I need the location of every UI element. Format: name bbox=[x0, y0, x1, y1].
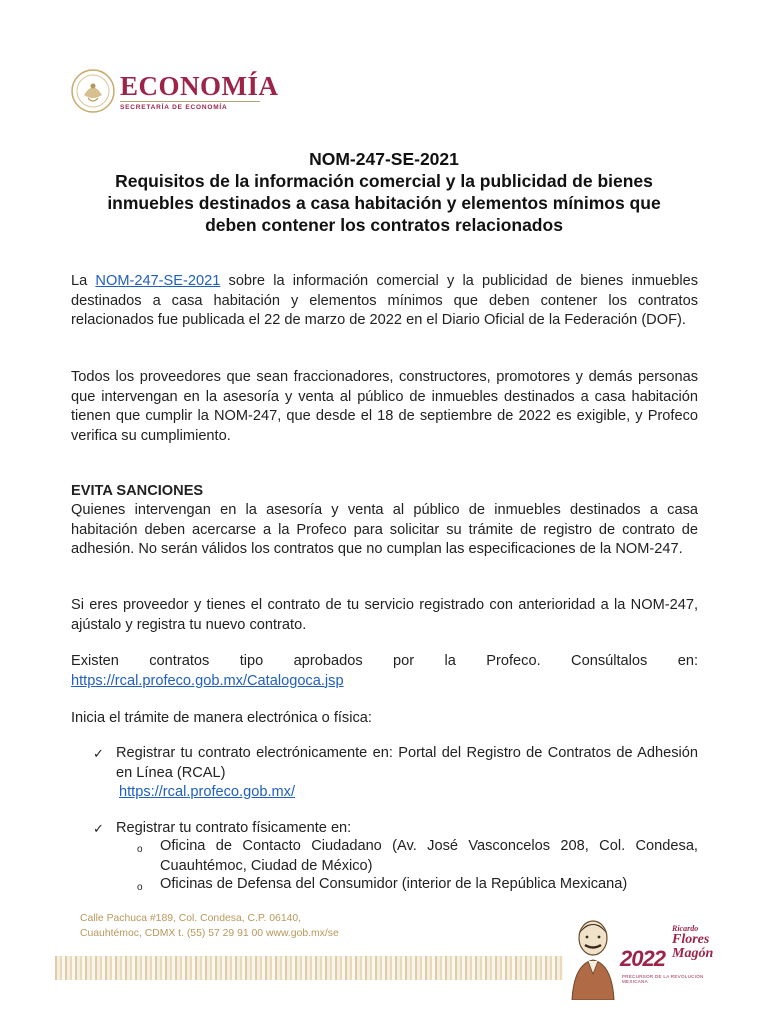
sub-list-item bbox=[137, 875, 698, 895]
document-title-line: deben contener los contratos relacionados bbox=[205, 215, 563, 235]
circle-bullet-icon: o bbox=[137, 882, 143, 893]
circle-bullet-icon: o bbox=[137, 844, 143, 855]
sub-list-item bbox=[137, 837, 698, 876]
nom-link[interactable]: NOM-247-SE-2021 bbox=[95, 273, 221, 289]
list-item bbox=[93, 819, 698, 839]
document-title-line: inmuebles destinados a casa habitación y elementos mínimos que bbox=[107, 193, 661, 213]
logo-text bbox=[120, 72, 279, 111]
address-line: Calle Pachuca #189, Col. Condesa, C.P. 06140, bbox=[80, 913, 302, 924]
list-item-text: Registrar tu contrato físicamente en: bbox=[116, 820, 352, 836]
footer-address bbox=[80, 911, 339, 941]
sub-list-item-text: Oficinas de Defensa del Consumidor (interior de la República Mexicana) bbox=[160, 876, 628, 892]
sub-list-item-text: Oficina de Contacto Ciudadano (Av. José Vasconcelos 208, Col. Condesa, Cuauhtémoc, Ciudad de México) bbox=[160, 838, 698, 874]
paragraph-intro bbox=[71, 272, 698, 331]
checkmark-icon: ✓ bbox=[93, 746, 104, 761]
decorative-pattern-band bbox=[55, 956, 563, 980]
badge-first-name: Ricardo bbox=[672, 924, 699, 933]
logo-subtitle: SECRETARÍA DE ECONOMÍA bbox=[120, 101, 260, 111]
paragraph-sanciones: Quienes intervengan en la asesoría y venta al público de inmuebles destinados a casa habitación deben acercarse a la Profeco para solicitar su trámite de registro de contrato de adhesión. No serán válidos los contratos que no cumplan las especificaciones de la NOM-247. bbox=[71, 502, 698, 557]
anniversary-badge bbox=[566, 914, 716, 1000]
badge-surname-1: Flores bbox=[672, 932, 710, 947]
heading-evita-sanciones: EVITA SANCIONES bbox=[71, 483, 204, 499]
economia-logo bbox=[70, 68, 279, 114]
logo-title: ECONOMÍA bbox=[120, 70, 279, 101]
paragraph-providers: Todos los proveedores que sean fraccionadores, constructores, promotores y demás personas que intervengan en la asesoría y venta al público de inmuebles destinados a casa habitación tienen que cumplir la NOM-247, que desde el 18 de septiembre de 2022 es exigible, y Profeco verifica su cumplimiento. bbox=[71, 369, 698, 444]
paragraph-ajusta-contrato: Si eres proveedor y tienes el contrato de tu servicio registrado con anterioridad a la NOM-247, ajústalo y registra tu nuevo contrato. bbox=[71, 597, 698, 633]
list-item bbox=[93, 744, 698, 803]
intro-pre: La bbox=[71, 273, 96, 289]
badge-name bbox=[672, 924, 713, 961]
badge-surname-2: Magón bbox=[672, 946, 714, 961]
catalogo-link[interactable]: https://rcal.profeco.gob.mx/Catalogoca.jsp bbox=[71, 672, 344, 689]
paragraph-inicia-tramite: Inicia el trámite de manera electrónica o física: bbox=[71, 710, 372, 726]
rcal-link[interactable]: https://rcal.profeco.gob.mx/ bbox=[119, 784, 296, 800]
address-line: Cuauhtémoc, CDMX t. (55) 57 29 91 00 www.gob.mx/se bbox=[80, 928, 339, 939]
list-item-text: Registrar tu contrato electrónicamente en: Portal del Registro de Contratos de Adhesión en Línea (RCAL) bbox=[116, 745, 698, 781]
portrait-illustration-icon bbox=[566, 914, 620, 1000]
checkmark-icon: ✓ bbox=[93, 821, 104, 836]
document-title-block bbox=[60, 148, 708, 236]
document-title-line: Requisitos de la información comercial y la publicidad de bienes bbox=[115, 171, 653, 191]
document-code: NOM-247-SE-2021 bbox=[309, 149, 459, 169]
badge-year: 2022 bbox=[620, 946, 665, 971]
intro-post: sobre la información comercial y la publicidad de bienes inmuebles destinados a casa habitación y elementos mínimos que deben contener los contratos relacionados fue publicada el 22 de marzo de 2022 en el Diario Oficial de la Federación (DOF). bbox=[71, 273, 698, 328]
badge-caption: PRECURSOR DE LA REVOLUCIÓN MEXICANA bbox=[622, 974, 704, 984]
contratos-tipo-text: Existen contratos tipo aprobados por la Profeco. Consúltalos en: bbox=[71, 653, 698, 669]
coat-of-arms-seal-icon bbox=[70, 68, 116, 114]
paragraph-contratos-tipo bbox=[71, 652, 698, 691]
